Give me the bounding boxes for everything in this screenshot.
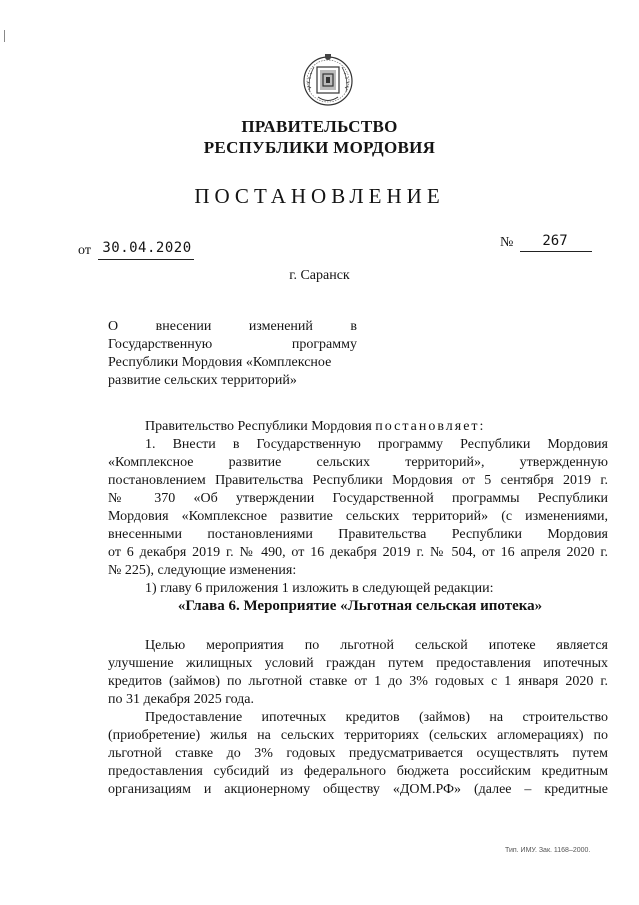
coat-of-arms-emblem-icon — [302, 52, 354, 108]
paragraph-line: «Комплексное развитие сельских территорий», утвержденную — [108, 455, 608, 470]
date-underline — [98, 259, 194, 260]
date-prefix: от — [78, 243, 91, 258]
paragraph-line: внесенными постановлениями Правительства Республики Мордовия — [108, 527, 608, 542]
paragraph-line: № 370 «Об утверждении Государственной программы Республики — [108, 491, 608, 506]
chapter-title: «Глава 6. Мероприятие «Льготная сельская ипотека» — [177, 598, 543, 614]
paragraph-line: № 225), следующие изменения: — [108, 563, 297, 578]
paragraph-line: льготной ставке до 3% годовых предусматривается осуществлять путем — [108, 746, 608, 761]
paragraph-line: Мордовия «Комплексное развитие сельских территорий» (с изменениями, — [108, 509, 608, 524]
document-number: 267 — [542, 233, 568, 249]
paragraph-line: кредитов (займов) по льготной ставке от 1 до 3% годовых с 1 января 2020 г. — [108, 674, 608, 689]
city-line: г. Саранск — [289, 268, 350, 283]
paragraph-line: предоставления субсидий из федерального бюджета российским кредитным — [108, 764, 608, 779]
paragraph-line: (приобретение) жилья на сельских территориях (сельских агломерациях) по — [108, 728, 608, 743]
intro-text: Правительство Республики Мордовия — [145, 419, 372, 434]
body-text-block-3 — [108, 709, 608, 799]
paragraph-line: от 6 декабря 2019 г. № 490, от 16 декабря 2019 г. № 504, от 16 апреля 2020 г. — [108, 545, 608, 560]
document-date: 30.04.2020 — [102, 240, 192, 256]
resolves-word: постановляет: — [375, 419, 486, 434]
paragraph-line: постановлением Правительства Республики Мордовия от 5 сентября 2019 г. — [108, 473, 608, 488]
number-prefix: № — [500, 235, 514, 250]
subject-line: О внесении изменений в — [108, 319, 357, 334]
paragraph-line: по 31 декабря 2025 года. — [108, 692, 255, 707]
subject-line: Государственную программу — [108, 337, 357, 352]
paragraph-line: организациям и акционерному обществу «ДОМ.РФ» (далее – кредитные — [108, 782, 608, 797]
document-subject — [108, 318, 357, 390]
government-name-line1: ПРАВИТЕЛЬСТВО — [241, 117, 398, 136]
printing-house-note: Тип. ИМУ. Зак. 1168–2000. — [505, 847, 591, 854]
intro-line — [108, 418, 608, 436]
number-underline — [520, 251, 592, 252]
subject-line: Республики Мордовия «Комплексное — [108, 355, 332, 370]
body-text-block-2 — [108, 637, 608, 709]
amendment-item: 1) главу 6 приложения 1 изложить в следующей редакции: — [145, 581, 494, 596]
document-type-title: ПОСТАНОВЛЕНИЕ — [194, 184, 445, 208]
paragraph-line: улучшение жилищных условий граждан путем предоставления ипотечных — [108, 656, 608, 671]
government-name-line2: РЕСПУБЛИКИ МОРДОВИЯ — [203, 138, 436, 157]
subject-line: развитие сельских территорий» — [108, 373, 297, 388]
paragraph-line: Предоставление ипотечных кредитов (займов) на строительство — [145, 710, 608, 725]
body-text-block-1 — [108, 418, 608, 598]
paragraph-line: 1. Внести в Государственную программу Республики Мордовия — [145, 437, 608, 452]
scan-edge-mark — [4, 30, 5, 42]
paragraph-line: Целью мероприятия по льготной сельской ипотеке является — [145, 638, 608, 653]
